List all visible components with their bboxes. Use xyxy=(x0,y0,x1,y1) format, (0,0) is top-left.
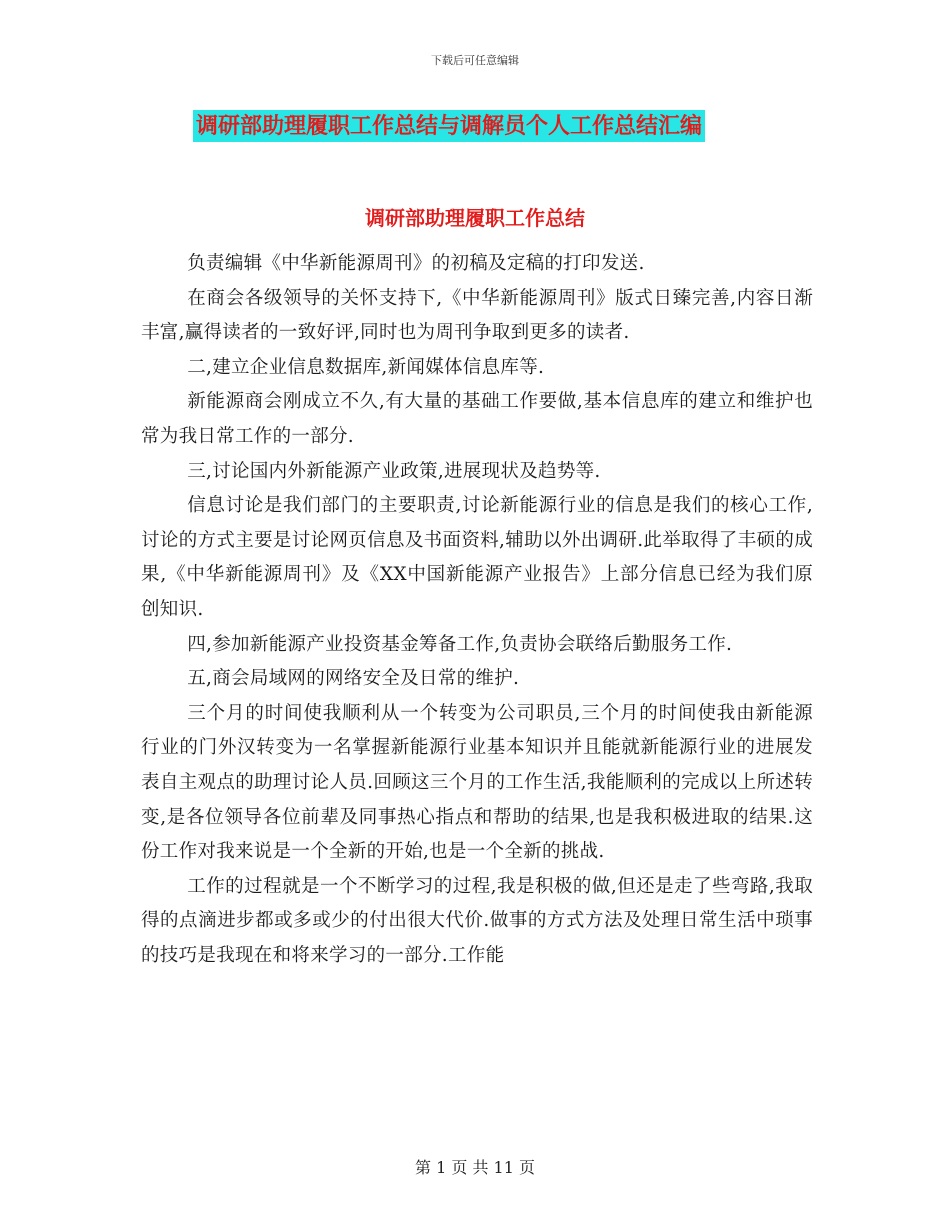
paragraph: 三,讨论国内外新能源产业政策,进展现状及趋势等. xyxy=(187,460,601,482)
paragraph: 信息讨论是我们部门的主要职责,讨论新能源行业的信息是我们的核心工作,讨论的方式主要是讨论网页信息及书面资料,辅助以外出调研.此举取得了丰硕的成果,《中华新能源周刊》及《XX中国新能源产业报告》上部分信息已经为我们原创知识. xyxy=(141,495,813,620)
paragraph: 负责编辑《中华新能源周刊》的初稿及定稿的打印发送. xyxy=(187,253,645,274)
document-title: 调研部助理履职工作总结与调解员个人工作总结汇编 xyxy=(193,110,705,142)
paragraph: 在商会各级领导的关怀支持下,《中华新能源周刊》版式日臻完善,内容日渐丰富,赢得读者的一致好评,同时也为周刊争取到更多的读者. xyxy=(141,287,813,344)
paragraph: 五,商会局域网的网络安全及日常的维护. xyxy=(187,668,520,690)
paragraph: 四,参加新能源产业投资基金筹备工作,负责协会联络后勤服务工作. xyxy=(187,633,733,655)
paragraph: 工作的过程就是一个不断学习的过程,我是积极的做,但还是走了些弯路,我取得的点滴进步都或多或少的付出很大代价.做事的方式方法及处理日常生活中琐事的技巧是我现在和将来学习的一部分.工作能 xyxy=(141,875,813,966)
paragraph: 二,建立企业信息数据库,新闻媒体信息库等. xyxy=(187,356,545,378)
header-note: 下载后可任意编辑 xyxy=(431,54,519,67)
section-title: 调研部助理履职工作总结 xyxy=(365,206,585,230)
paragraph: 新能源商会刚成立不久,有大量的基础工作要做,基本信息库的建立和维护也常为我日常工作的一部分. xyxy=(141,391,813,447)
page-footer: 第 1 页 共 11 页 xyxy=(415,1158,535,1177)
paragraph: 三个月的时间使我顺利从一个转变为公司职员,三个月的时间使我由新能源行业的门外汉转变为一名掌握新能源行业基本知识并且能就新能源行业的进展发表自主观点的助理讨论人员.回顾这三个月的工作生活,我能顺利的完成以上所述转变,是各位领导各位前辈及同事热心指点和帮助的结果,也是我积极进取的结果.这份工作对我来说是一个全新的开始,也是一个全新的挑战. xyxy=(141,702,813,863)
document-body xyxy=(141,247,813,973)
